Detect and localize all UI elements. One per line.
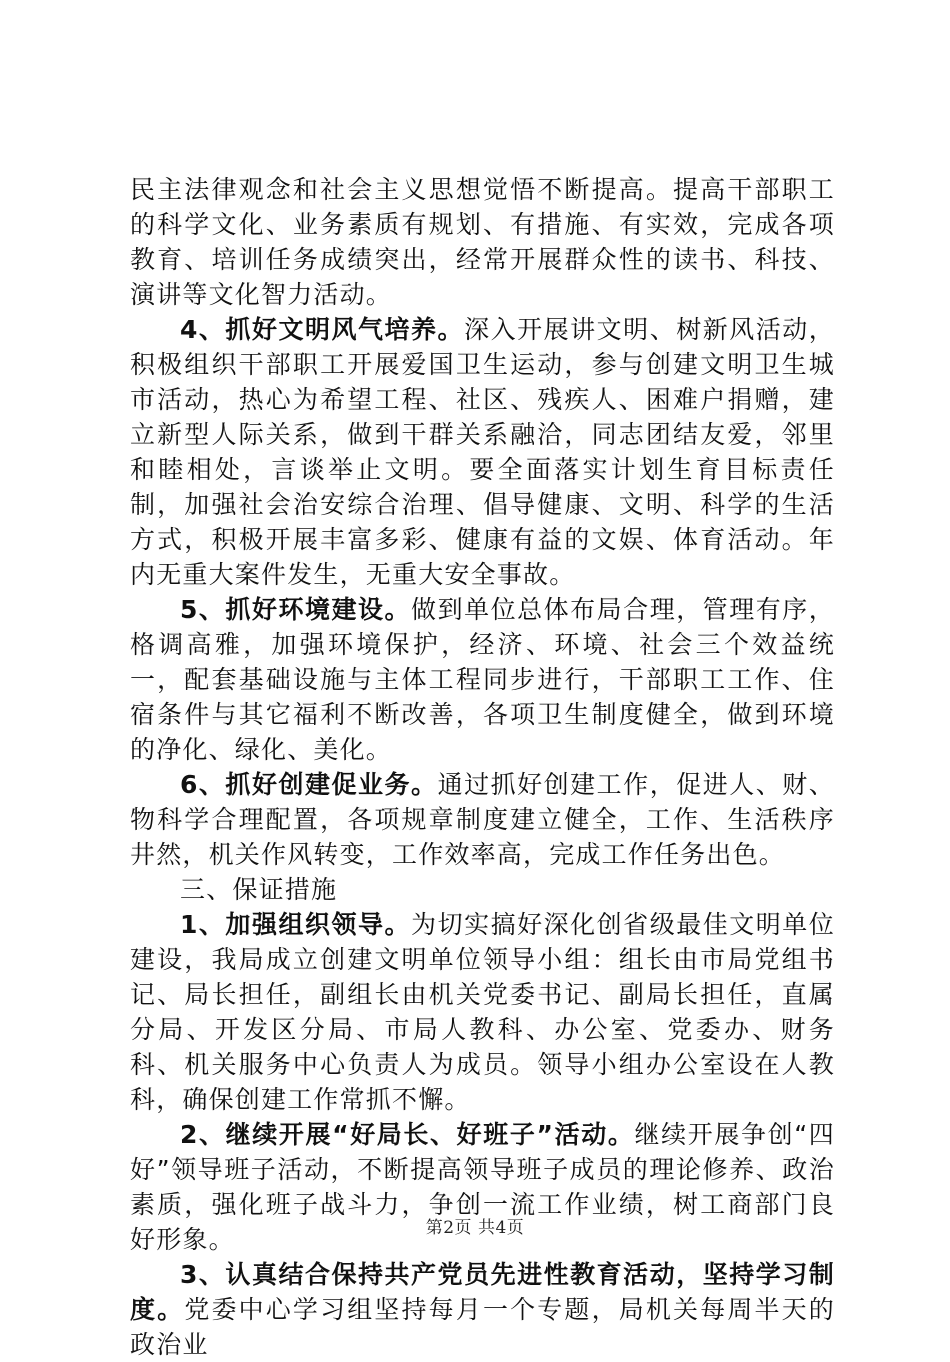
paragraph-heading: 6、抓好创建促业务。: [180, 770, 438, 799]
page-number-footer: 第2页 共4页: [425, 1218, 525, 1238]
paragraph-business: [130, 767, 835, 872]
paragraph-text: 通过抓好创建工作，促进人、财、物科学合理配置，各项规章制度建立健全，工作、生活秩序井然，机关作风转变，工作效率高，完成工作任务出色。: [130, 770, 835, 869]
paragraph-text: 党委中心学习组坚持每月一个专题，局机关每周半天的政治业: [130, 1295, 835, 1359]
paragraph-leadership: [130, 907, 835, 1117]
paragraph-environment: [130, 592, 835, 767]
section-heading-measures: [130, 872, 835, 907]
paragraph-civilization: [130, 312, 835, 592]
paragraph-continuation: [130, 172, 835, 312]
paragraph-text: 继续开展争创“四好”领导班子活动，不断提高领导班子成员的理论修养、政治素质，强化班子战斗力，争创一流工作业绩，树工商部门良好形象。: [130, 1120, 835, 1254]
paragraph-heading: 1、加强组织领导。: [180, 910, 412, 939]
paragraph-text: 深入开展讲文明、树新风活动，积极组织干部职工开展爱国卫生运动，参与创建文明卫生城市活动，热心为希望工程、社区、残疾人、困难户捐赠，建立新型人际关系，做到干群关系融洽，同志团结友爱，邻里和睦相处，言谈举止文明。要全面落实计划生育目标责任制，加强社会治安综合治理、倡导健康、文明、科学的生活方式，积极开展丰富多彩、健康有益的文娱、体育活动。年内无重大案件发生，无重大安全事故。: [130, 315, 835, 589]
paragraph-study-system: [130, 1257, 835, 1362]
paragraph-heading: 2、继续开展“好局长、好班子”活动。: [180, 1120, 635, 1149]
document-body: [130, 172, 835, 1362]
section-heading-text: 三、保证措施: [180, 875, 338, 904]
paragraph-heading: 3、认真结合保持共产党员先进性教育活动，坚持学习制度。: [130, 1260, 835, 1324]
paragraph-text: 做到单位总体布局合理，管理有序，格调高雅，加强环境保护，经济、环境、社会三个效益统一，配套基础设施与主体工程同步进行，干部职工工作、住宿条件与其它福利不断改善，各项卫生制度健全，做到环境的净化、绿化、美化。: [130, 595, 835, 764]
paragraph-text: 民主法律观念和社会主义思想觉悟不断提高。提高干部职工的科学文化、业务素质有规划、有措施、有实效，完成各项教育、培训任务成绩突出，经常开展群众性的读书、科技、演讲等文化智力活动。: [130, 175, 835, 309]
paragraph-heading: 5、抓好环境建设。: [180, 595, 412, 624]
paragraph-heading: 4、抓好文明风气培养。: [180, 315, 465, 344]
paragraph-text: 为切实搞好深化创省级最佳文明单位建设，我局成立创建文明单位领导小组：组长由市局党组书记、局长担任，副组长由机关党委书记、副局长担任，直属分局、开发区分局、市局人教科、办公室、党委办、财务科、机关服务中心负责人为成员。领导小组办公室设在人教科，确保创建工作常抓不懈。: [130, 910, 835, 1114]
